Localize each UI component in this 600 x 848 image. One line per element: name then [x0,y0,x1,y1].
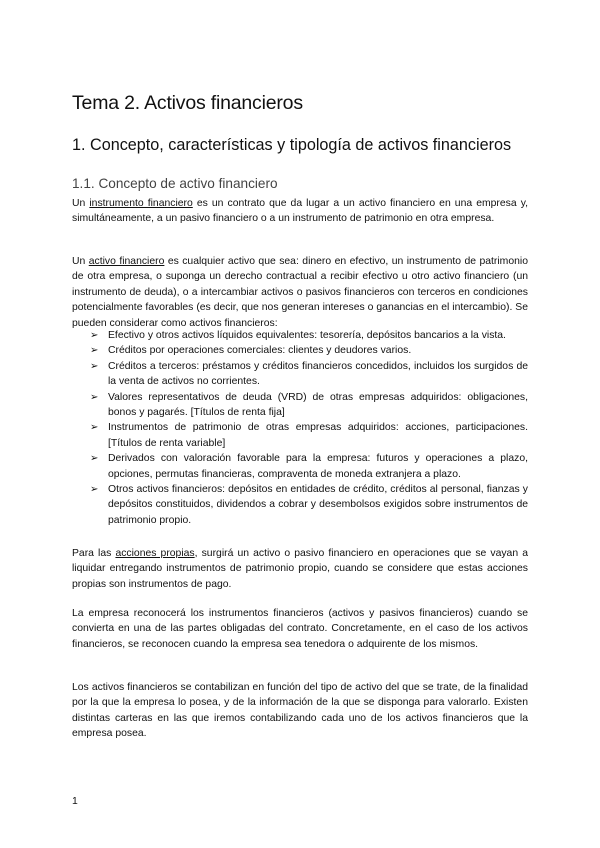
list-item: ➢ Créditos por operaciones comerciales: clientes y deudores varios. [72,343,528,358]
arrow-bullet-icon: ➢ [90,453,99,465]
text-span: es un contrato que da lugar a un activo financiero en una empresa y, simultáneamente, a un pasivo financiero o a un instrumento de patrimonio en otra empresa. [72,198,529,225]
paragraph-instrumento [72,196,528,227]
list-item: ➢ Otros activos financieros: depósitos en entidades de crédito, créditos al personal, fianzas y depósitos constituidos, dividendos a cobrar y desembolsos exigidos sobre instrumentos de patrimonio propio. [90,484,528,526]
text-span: Para las [72,548,116,559]
list-item: ➢ Derivados con valoración favorable para la empresa: futuros y operaciones a plazo, opciones, permutas financieras, compraventa de moneda extranjera a plazo. [90,453,528,480]
paragraph-reconocimiento: La empresa reconocerá los instrumentos financieros (activos y pasivos financieros) cuando se convierta en una de las partes obligadas del contrato. Concretamente, en el caso de los activos financieros, se reconocen cuando la empresa sea tenedora o adquirente de los mismos. [72,608,528,650]
subsection-heading: 1.1. Concepto de activo financiero [72,176,278,191]
paragraph-acciones-propias [72,546,528,592]
arrow-bullet-icon: ➢ [90,422,99,434]
arrow-bullet-icon: ➢ [90,391,99,403]
term-activo-financiero: activo financiero [88,256,165,267]
arrow-bullet-icon: ➢ [90,330,99,341]
term-instrumento-financiero: instrumento financiero [89,198,193,209]
paragraph-activo [72,254,528,331]
section-heading: 1. Concepto, características y tipología de activos financieros [72,136,512,154]
list-item: ➢ Instrumentos de patrimonio de otras empresas adquiridos: acciones, participaciones. [Títulos de renta variable] [90,422,528,449]
text-span: , surgirá un activo o pasivo financiero en operaciones que se vayan a liquidar entregando instrumentos de patrimonio propio, cuando se considere que estas acciones propias son instrumentos de pago. [72,548,528,590]
arrow-bullet-icon: ➢ [90,360,99,372]
text-span: es cualquier activo que sea: dinero en efectivo, un instrumento de patrimonio de otra empresa, o suponga un derecho contractual a recibir efectivo u otro activo financiero (un instrumento de deuda), o a intercambiar activos o pasivos financieros con terceros en condiciones potencialmente favorables (es decir, que nos generan intereses o ganancias en el intercambio). Se pueden considerar como activos financieros: [72,256,528,329]
arrow-bullet-icon: ➢ [90,484,99,496]
paragraph-contabilizacion: Los activos financieros se contabilizan en función del tipo de activo del que se trate, de la finalidad por la que la empresa lo posea, y de la información de la que se disponga para valorarlo. Existen distintas carteras en las que iremos contabilizando cada uno de los activos financieros que la empresa posea. [72,682,528,740]
list-item: ➢ Créditos a terceros: préstamos y créditos financieros concedidos, incluidos los surgidos de la venta de activos no corrientes. [90,360,528,388]
text-span: Un [72,256,89,267]
list-item: ➢ Valores representativos de deuda (VRD) de otras empresas adquiridos: obligaciones, bonos y pagarés. [Títulos de renta fija] [90,391,528,419]
term-acciones-propias: acciones propias [115,548,195,559]
bullet-list [72,328,528,528]
text-span: Un [72,198,90,209]
page-number: 1 [72,796,78,807]
arrow-bullet-icon: ➢ [90,345,99,357]
list-item: ➢ Efectivo y otros activos líquidos equivalentes: tesorería, depósitos bancarios a la vista. [72,328,528,343]
page-title: Tema 2. Activos financieros [72,92,303,114]
